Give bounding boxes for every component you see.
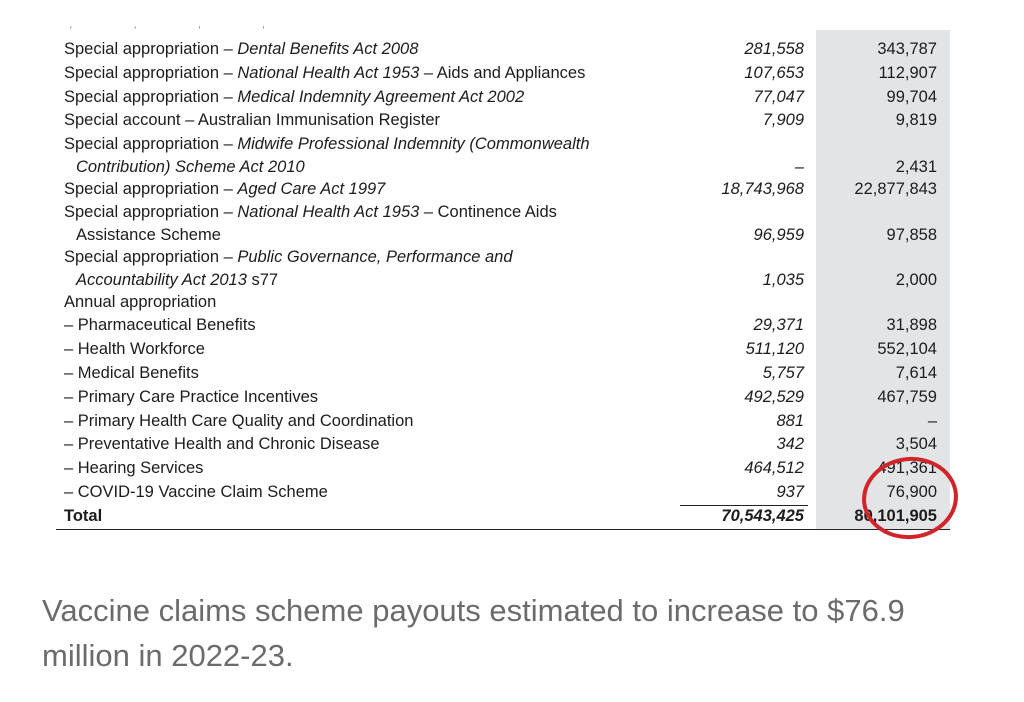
cell-estimate: 2,000	[895, 271, 937, 289]
cell-actual: 5,757	[762, 364, 804, 382]
cell-estimate: –	[927, 412, 937, 430]
cell-estimate: 31,898	[886, 316, 937, 334]
caption: Vaccine claims scheme payouts estimated to increase to $76.9 million in 2022-23.	[42, 593, 905, 673]
cell-estimate: 467,759	[877, 388, 937, 406]
cell-actual: 464,512	[744, 459, 804, 477]
document-scan: ' ' ' ' Special appropriation – Dental Benefits Act 2008 281,558 343,787 Special appropriation – National Health Act 1953 – Aids and Appliances 107,653 112,907 Special appropriation – Medical Indemnity Agreement Act 2002 77,047 99,704 Special account – Australian Immunisation Register 7,909 9,819 Special appropriation – Midwife Professional Indemnity (Commonwealth Contribution) Scheme Act 2010 – 2,431 Special appropriation – Aged Care Act 1997 18,743,968 22,877,843 Special appropriation – National Health Act 1953 – Continence Aids Assistance Scheme 96,959 97,858 Special appropriation – Public Governance, Performance and Accountability Act 2013 s77 1,035 2,000 Annual appropriation – Pharmaceutical Benefits 29,371 31,898 – Health Workforce 511,120 552,104 – Medical Benefits 5,757 7,614 – Primary Care Practice Incentives 492,529 467,759 – Primary Health Care Quality and Coordination 881 – – Preventative Health and Chronic Disease 342 3,504 – Hearing Services 464,512 491,361 – COVID-19 Vaccine Claim Scheme 937 76,900 Total 70,543,425 80,101,905	[0, 0, 1024, 560]
cell-actual: 881	[776, 412, 804, 430]
cell-actual: 107,653	[744, 64, 804, 82]
table-bottom-rule	[56, 529, 950, 530]
cell-actual: 77,047	[753, 88, 804, 106]
cell-actual: 511,120	[745, 340, 804, 358]
cell-estimate: 99,704	[886, 88, 937, 106]
cell-estimate: 491,361	[877, 459, 937, 477]
cell-estimate: 97,858	[886, 226, 937, 244]
cell-estimate: 9,819	[895, 111, 937, 129]
red-circle-annotation	[860, 455, 960, 541]
cell-actual: 492,529	[744, 388, 804, 406]
total-estimate: 80,101,905	[854, 507, 937, 525]
cell-actual: 7,909	[762, 111, 804, 129]
cell-estimate: 112,907	[878, 64, 937, 82]
cell-estimate: 7,614	[895, 364, 937, 382]
total-actual: 70,543,425	[721, 507, 804, 525]
cell-estimate: 552,104	[877, 340, 937, 358]
cell-estimate: 343,787	[877, 40, 937, 58]
cell-actual: 342	[776, 435, 804, 453]
cell-estimate: 22,877,843	[854, 180, 937, 198]
cell-estimate: 3,504	[895, 435, 937, 453]
cropped-previous-row: ' ' ' '	[70, 25, 295, 35]
cell-actual: 1,035	[762, 271, 804, 289]
cell-actual: 18,743,968	[721, 180, 804, 198]
cell-actual: 96,959	[753, 226, 804, 244]
cell-actual: 281,558	[744, 40, 804, 58]
cell-actual: 937	[776, 483, 804, 501]
cell-estimate: 2,431	[895, 158, 937, 176]
cell-estimate: 76,900	[886, 483, 937, 501]
cell-actual: 29,371	[753, 316, 804, 334]
red-circle-icon	[860, 455, 960, 541]
cell-actual: –	[794, 158, 804, 176]
